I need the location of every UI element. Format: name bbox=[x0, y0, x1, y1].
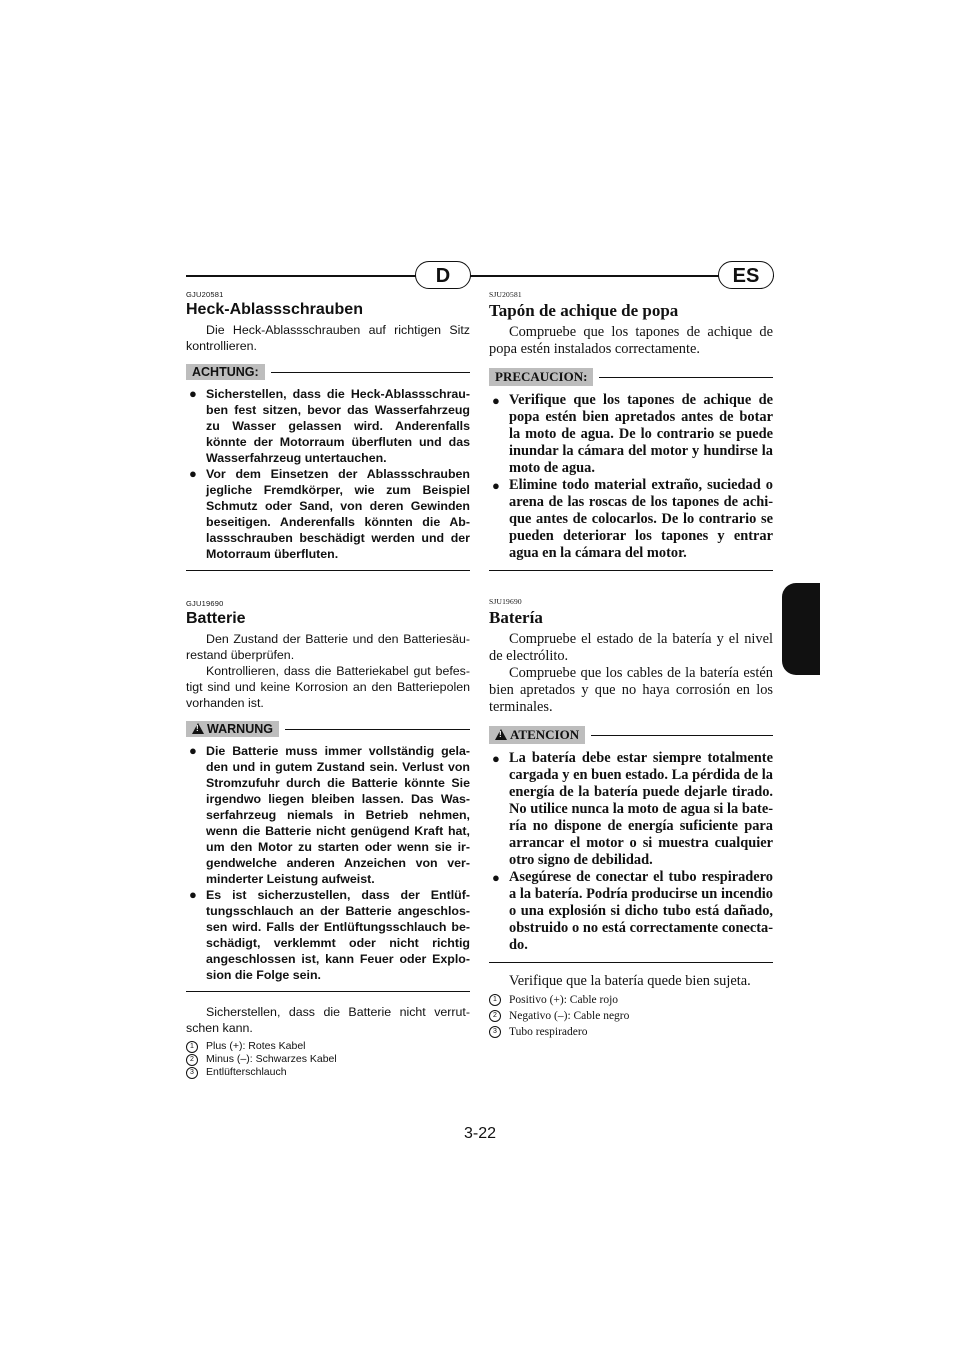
paragraph: Compruebe que los tapones de achique de popa estén instalados correctamente. bbox=[489, 324, 773, 357]
warning-header bbox=[489, 726, 773, 744]
bullet-icon: ● bbox=[189, 743, 197, 758]
bullet-icon: ● bbox=[492, 751, 500, 766]
list-item: ● Vor dem Einsetzen der Ablassschrauben jegliche Fremdkörper, wie zum Beispiel Schmutz oder Sand, von deren Gewinden beseitigen. Anderenfalls könnten die Ab-lassschrauben beschädigt werden und der Motorraum überfluten. bbox=[189, 466, 470, 561]
legend-list bbox=[489, 992, 773, 1040]
warning-rule bbox=[591, 735, 773, 736]
language-badge-es: ES bbox=[718, 261, 774, 289]
list-item: ● Verifique que los tapones de achique de popa estén bien apretados antes de botar la moto de agua. De lo contrario se puede inundar la cámara del motor y hundirse la moto de agua. bbox=[492, 392, 773, 476]
caution-badge: PRECAUCION: bbox=[489, 368, 593, 386]
page-number: 3-22 bbox=[463, 1125, 497, 1142]
chapter-tab bbox=[782, 583, 820, 675]
callout-number: 1 bbox=[489, 994, 501, 1006]
section-code: GJU19690 bbox=[186, 599, 224, 608]
callout-number: 1 bbox=[186, 1041, 198, 1053]
legend-item: 1 Positivo (+): Cable rojo bbox=[489, 992, 773, 1008]
header-rule bbox=[186, 275, 774, 277]
caution-list bbox=[186, 386, 470, 562]
legend-item: 3 Tubo respiradero bbox=[489, 1024, 773, 1040]
paragraph: Verifique que la batería quede bien sujeta. bbox=[509, 973, 751, 989]
legend-list bbox=[186, 1040, 470, 1079]
bullet-icon: ● bbox=[492, 870, 500, 885]
list-item: ● Es ist sicherzustellen, dass der Entlüf-tungsschlauch an der Batterie angeschlos-sen wird. Falls der Entlüftungsschlauch be-schädigt, verklemmt oder nicht richtig angeschlossen ist, kann Feuer oder Explo-sion die Folge sein. bbox=[189, 887, 470, 982]
legend-item: 3 Entlüfterschlauch bbox=[186, 1066, 470, 1079]
section-title: Batería bbox=[489, 608, 543, 627]
column-spanish bbox=[489, 290, 773, 1040]
legend-item: 1 Plus (+): Rotes Kabel bbox=[186, 1040, 470, 1053]
caution-rule bbox=[599, 377, 773, 378]
warning-icon bbox=[192, 723, 204, 734]
column-german bbox=[186, 290, 470, 1079]
caution-rule bbox=[271, 372, 470, 373]
caution-list bbox=[489, 392, 773, 562]
caution-header bbox=[489, 368, 773, 386]
warning-icon bbox=[495, 729, 507, 740]
bullet-icon: ● bbox=[189, 466, 197, 481]
section-code: SJU20581 bbox=[489, 290, 522, 299]
list-item: ● La batería debe estar siempre totalmente cargada y en buen estado. La pérdida de la energía de la batería puede dejarle tirado. No utilice nunca la moto de agua si la bate-ría no dispone de energía suficiente para arrancar el motor o si muestra cualquier otro signo de debilidad. bbox=[492, 750, 773, 868]
paragraph: Compruebe que los cables de la batería estén bien apretados y que no haya corrosión en los terminales. bbox=[489, 665, 773, 715]
legend-item: 2 Negativo (–): Cable negro bbox=[489, 1008, 773, 1024]
section-code: GJU20581 bbox=[186, 290, 224, 299]
paragraph: Compruebe el estado de la batería y el nivel de electrólito. bbox=[489, 631, 773, 664]
callout-number: 2 bbox=[186, 1054, 198, 1066]
caution-header bbox=[186, 364, 470, 380]
warning-badge: !ATENCION bbox=[489, 726, 585, 744]
language-badge-de: D bbox=[415, 261, 471, 289]
section-title: Tapón de achique de popa bbox=[489, 301, 679, 320]
legend-item: 2 Minus (–): Schwarzes Kabel bbox=[186, 1053, 470, 1066]
callout-number: 3 bbox=[489, 1026, 501, 1038]
paragraph: Den Zustand der Batterie und den Batteriesäu-restand überprüfen. bbox=[186, 632, 470, 662]
paragraph: Sicherstellen, dass die Batterie nicht verrut-schen kann. bbox=[186, 1005, 470, 1035]
list-item: ● Sicherstellen, dass die Heck-Ablassschrau-ben fest sitzen, bevor das Wasserfahrzeug zu Wasser gelassen wird. Anderenfalls könnte der Motorraum überfluten und das Wasserfahrzeug untertauchen. bbox=[189, 386, 470, 465]
bullet-icon: ● bbox=[492, 478, 500, 493]
warning-list bbox=[186, 743, 470, 983]
paragraph: Kontrollieren, dass die Batteriekabel gut befes-tigt sind und keine Korrosion an den Batteriepolen vorhanden ist. bbox=[186, 664, 470, 710]
callout-number: 3 bbox=[186, 1067, 198, 1079]
section-code: SJU19690 bbox=[489, 597, 522, 606]
warning-rule bbox=[285, 729, 470, 730]
warning-badge: !WARNUNG bbox=[186, 721, 279, 737]
caution-badge: ACHTUNG: bbox=[186, 364, 265, 380]
list-item: ● Elimine todo material extraño, suciedad o arena de las roscas de los tapones de achi-que antes de colocarlos. De lo contrario se pueden deteriorar los tapones y entrar agua en la cámara del motor. bbox=[492, 477, 773, 561]
list-item: ● Die Batterie muss immer vollständig gela-den und in gutem Zustand sein. Verlust von Stromzufuhr durch die Batterie könnte Sie irgendwo liegen bleiben lassen. Das Was-serfahrzeug niemals in Betrieb nehmen, wenn die Batterie nicht genügend Kraft hat, um den Motor zu starten oder wenn sie ir-gendwelche anderen Anzeichen von ver-minderter Leistung aufweist. bbox=[189, 743, 470, 886]
warning-header bbox=[186, 721, 470, 737]
bullet-icon: ● bbox=[189, 386, 197, 401]
bullet-icon: ● bbox=[189, 887, 197, 902]
paragraph: Die Heck-Ablassschrauben auf richtigen Sitz kontrollieren. bbox=[186, 323, 470, 353]
warning-list bbox=[489, 750, 773, 954]
section-title: Batterie bbox=[186, 610, 246, 627]
callout-number: 2 bbox=[489, 1010, 501, 1022]
bullet-icon: ● bbox=[492, 393, 500, 408]
section-title: Heck-Ablassschrauben bbox=[186, 301, 363, 318]
list-item: ● Asegúrese de conectar el tubo respiradero a la batería. Podría producirse un incendio o una explosión si dicho tubo está dañado, obstruido o no está correctamente conecta-do. bbox=[492, 869, 773, 953]
